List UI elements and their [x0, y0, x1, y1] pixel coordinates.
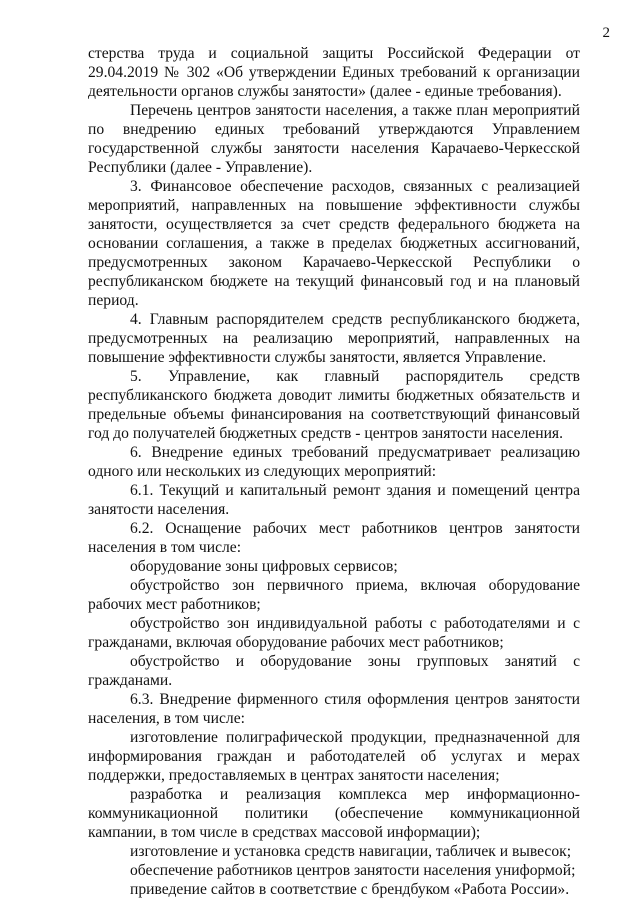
paragraph-item-6: 6. Внедрение единых требований предусматривает реализацию одного или нескольких из следующих мероприятий: [88, 444, 580, 480]
list-item-individual-work: обустройство зон индивидуальной работы с работодателями и с гражданами, включая оборудование рабочих мест работников; [88, 615, 580, 651]
paragraph-item-3: 3. Финансовое обеспечение расходов, связанных с реализацией мероприятий, направленных на повышение эффективности службы занятости, осуществляется за счет средств федерального бюджета на основании соглашения, а также в пределах бюджетных ассигнований, предусмотренных законом Карачаево-Черкесской Республики о республиканском бюджете на текущий финансовый год и на плановый период. [88, 178, 580, 309]
page-number: 2 [602, 25, 610, 41]
list-item-navigation-signs: изготовление и установка средств навигации, табличек и вывесок; [130, 843, 572, 860]
paragraph-item-6-3: 6.3. Внедрение фирменного стиля оформления центров занятости населения, в том числе: [88, 691, 580, 727]
list-item-websites-brandbook: приведение сайтов в соответствие с брендбуком «Работа России». [130, 881, 570, 898]
paragraph-center-list: Перечень центров занятости населения, а также план мероприятий по внедрению единых требований утверждаются Управлением государственной службы занятости населения Карачаево-Черкесской Республики (далее - Управление). [88, 102, 580, 176]
list-item-printed-products: изготовление полиграфической продукции, предназначенной для информирования граждан и работодателей об услугах и мерах поддержки, предоставляемых в центрах занятости населения; [88, 729, 580, 784]
list-item-communication-policy: разработка и реализация комплекса мер информационно-коммуникационной политики (обеспечение коммуникационной кампании, в том числе в средствах массовой информации); [88, 786, 580, 841]
paragraph-item-6-2: 6.2. Оснащение рабочих мест работников центров занятости населения в том числе: [88, 520, 580, 556]
list-item-uniform: обеспечение работников центров занятости населения униформой; [130, 862, 576, 879]
paragraph-item-4: 4. Главным распорядителем средств республиканского бюджета, предусмотренных на реализацию мероприятий, направленных на повышение эффективности службы занятости, является Управление. [88, 311, 580, 366]
list-item-group-classes: обустройство и оборудование зоны групповых занятий с гражданами. [88, 653, 580, 689]
list-item-digital-services: оборудование зоны цифровых сервисов; [130, 558, 398, 575]
paragraph-item-6-1: 6.1. Текущий и капитальный ремонт здания и помещений центра занятости населения. [88, 482, 580, 518]
paragraph-continuation: стерства труда и социальной защиты Российской Федерации от 29.04.2019 № 302 «Об утверждении Единых требований к организации деятельности органов службы занятости» (далее - единые требования). [88, 45, 580, 100]
list-item-primary-reception: обустройство зон первичного приема, включая оборудование рабочих мест работников; [88, 577, 580, 613]
document-body [88, 44, 580, 899]
paragraph-item-5: 5. Управление, как главный распорядитель средств республиканского бюджета доводит лимиты бюджетных обязательств и предельные объемы финансирования на соответствующий финансовый год до получателей бюджетных средств - центров занятости населения. [88, 368, 580, 442]
